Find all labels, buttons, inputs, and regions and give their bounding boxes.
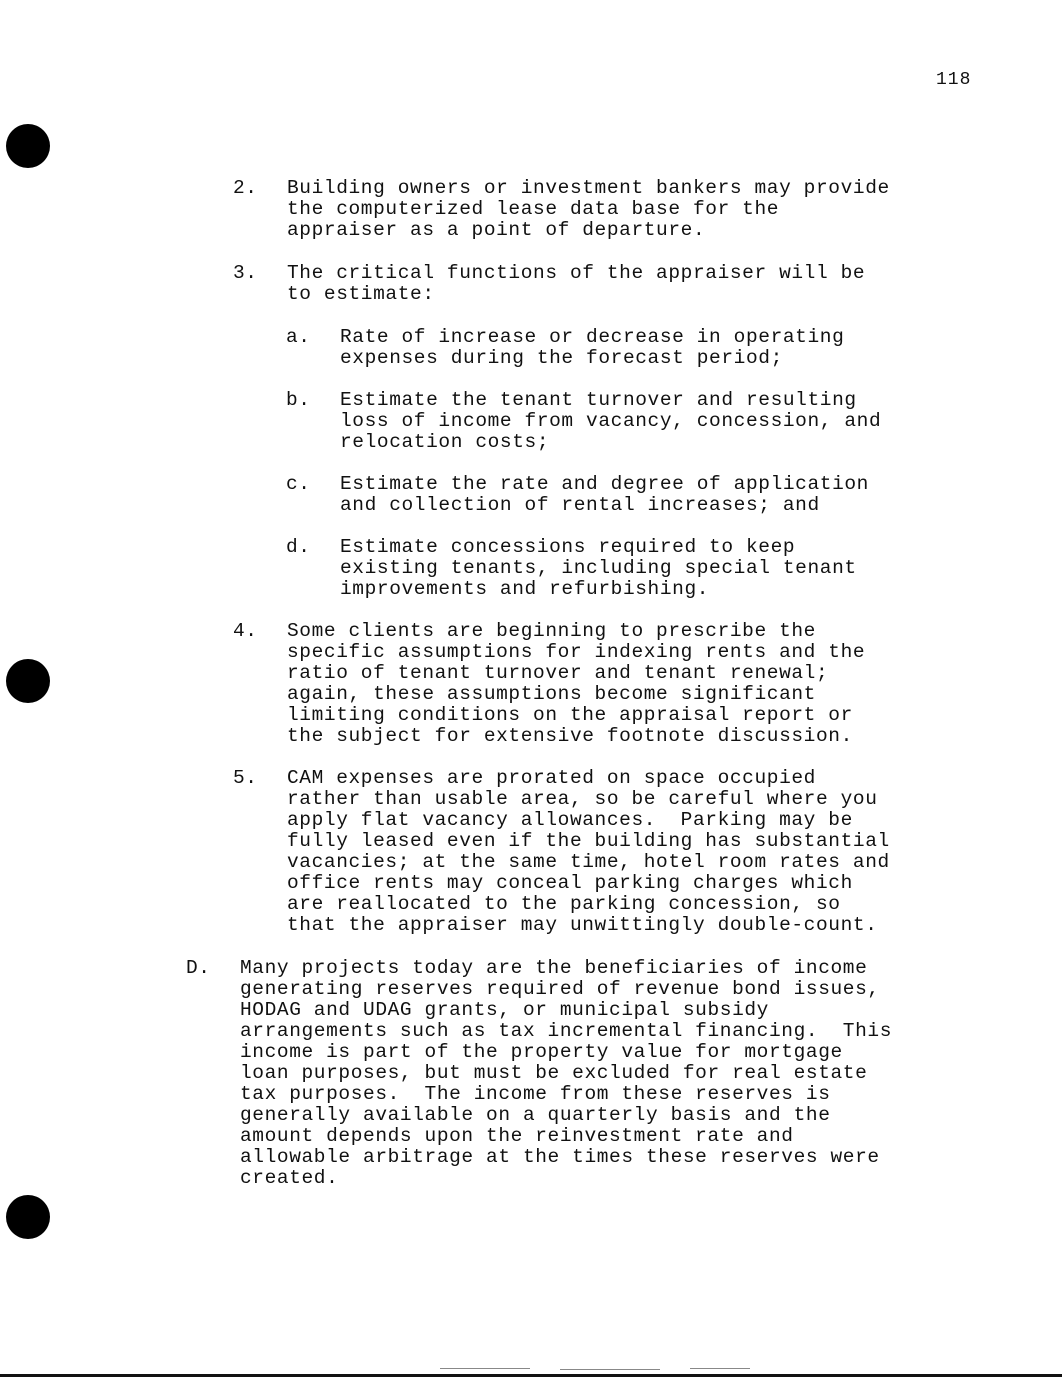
text-line: are reallocated to the parking concession, so <box>287 893 841 915</box>
scan-artifact <box>440 1368 530 1369</box>
text-line: arrangements such as tax incremental financing. This <box>240 1020 893 1042</box>
text-line: loan purposes, but must be excluded for real estate <box>240 1062 868 1084</box>
scan-artifact <box>690 1368 750 1369</box>
text-line: Many projects today are the beneficiaries of income <box>240 957 868 979</box>
sub-item-marker: b. <box>286 389 311 411</box>
text-line: ratio of tenant turnover and tenant renewal; <box>287 662 829 684</box>
binder-hole-middle <box>6 659 50 703</box>
text-line: Some clients are beginning to prescribe the <box>287 620 816 642</box>
list-item-marker: 5. <box>233 767 258 789</box>
text-line: income is part of the property value for mortgage <box>240 1041 843 1063</box>
text-line: existing tenants, including special tenant <box>340 557 857 579</box>
text-line: improvements and refurbishing. <box>340 578 710 600</box>
text-line: rather than usable area, so be careful where you <box>287 788 878 810</box>
scan-artifact <box>560 1369 660 1370</box>
text-line: specific assumptions for indexing rents and the <box>287 641 866 663</box>
text-line: office rents may conceal parking charges which <box>287 872 853 894</box>
sub-item-marker: d. <box>286 536 311 558</box>
text-line: created. <box>240 1167 339 1189</box>
text-line: again, these assumptions become significant <box>287 683 816 705</box>
text-line: Estimate the rate and degree of application <box>340 473 869 495</box>
binder-hole-top <box>6 124 50 168</box>
list-item-marker: 3. <box>233 262 258 284</box>
text-line: generally available on a quarterly basis and the <box>240 1104 831 1126</box>
text-line: The critical functions of the appraiser will be <box>287 262 866 284</box>
text-line: the subject for extensive footnote discussion. <box>287 725 853 747</box>
text-line: Estimate concessions required to keep <box>340 536 796 558</box>
text-line: the computerized lease data base for the <box>287 198 780 220</box>
text-line: allowable arbitrage at the times these reserves were <box>240 1146 880 1168</box>
text-line: Building owners or investment bankers may provide <box>287 177 890 199</box>
list-item-marker: 2. <box>233 177 258 199</box>
text-line: appraiser as a point of departure. <box>287 219 706 241</box>
text-line: limiting conditions on the appraisal report or <box>287 704 853 726</box>
text-line: and collection of rental increases; and <box>340 494 820 516</box>
text-line: CAM expenses are prorated on space occupied <box>287 767 816 789</box>
page-number: 118 <box>936 70 972 90</box>
text-line: relocation costs; <box>340 431 550 453</box>
sub-item-marker: c. <box>286 473 311 495</box>
text-line: apply flat vacancy allowances. Parking may be <box>287 809 853 831</box>
text-line: Estimate the tenant turnover and resulting <box>340 389 857 411</box>
text-line: tax purposes. The income from these reserves is <box>240 1083 831 1105</box>
text-line: Rate of increase or decrease in operating <box>340 326 845 348</box>
text-line: amount depends upon the reinvestment rate and <box>240 1125 794 1147</box>
section-marker: D. <box>186 957 211 979</box>
text-line: expenses during the forecast period; <box>340 347 783 369</box>
binder-hole-bottom <box>6 1195 50 1239</box>
text-line: generating reserves required of revenue bond issues, <box>240 978 880 1000</box>
list-item-marker: 4. <box>233 620 258 642</box>
text-line: that the appraiser may unwittingly double-count. <box>287 914 878 936</box>
text-line: HODAG and UDAG grants, or municipal subsidy <box>240 999 769 1021</box>
sub-item-marker: a. <box>286 326 311 348</box>
text-line: loss of income from vacancy, concession, and <box>340 410 882 432</box>
text-line: fully leased even if the building has substantial <box>287 830 890 852</box>
text-line: to estimate: <box>287 283 435 305</box>
text-line: vacancies; at the same time, hotel room rates and <box>287 851 890 873</box>
page-bottom-rule <box>0 1374 1062 1377</box>
